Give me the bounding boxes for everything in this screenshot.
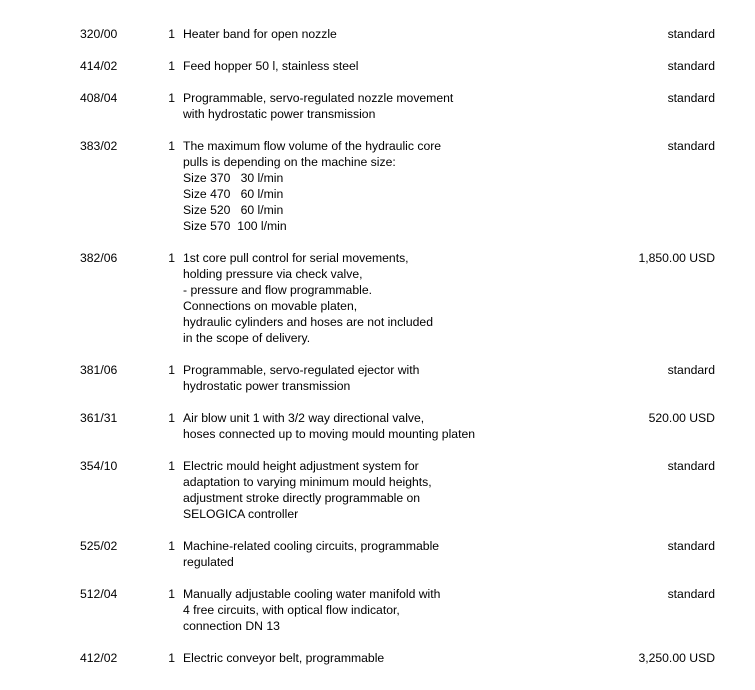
item-price: standard: [667, 539, 715, 553]
item-price: standard: [667, 27, 715, 41]
description-line: 1st core pull control for serial movements,: [183, 251, 409, 265]
item-price: standard: [667, 59, 715, 73]
description-line: pulls is depending on the machine size:: [183, 155, 396, 169]
description-line: Electric mould height adjustment system for: [183, 459, 419, 473]
item-price: standard: [667, 91, 715, 105]
item-quantity: 1: [168, 411, 175, 425]
list-item: [0, 58, 755, 74]
item-price: 1,850.00 USD: [638, 251, 715, 265]
description-line: adjustment stroke directly programmable on: [183, 491, 421, 505]
item-description: [183, 458, 583, 522]
description-line: Heater band for open nozzle: [183, 27, 337, 41]
description-line: Size 470 60 l/min: [183, 187, 284, 201]
item-quantity: 1: [168, 27, 175, 41]
description-line: The maximum flow volume of the hydraulic core: [183, 139, 442, 153]
item-quantity: 1: [168, 363, 175, 377]
description-line: 4 free circuits, with optical flow indicator,: [183, 603, 400, 617]
item-description: [183, 650, 583, 666]
list-item: [0, 362, 755, 394]
list-item: [0, 586, 755, 634]
item-code: 512/04: [80, 587, 118, 601]
item-quantity: 1: [168, 59, 175, 73]
item-code: 408/04: [80, 91, 118, 105]
item-description: [183, 138, 583, 234]
item-quantity: 1: [168, 539, 175, 553]
item-price: standard: [667, 459, 715, 473]
list-item: [0, 410, 755, 442]
item-price: 3,250.00 USD: [638, 651, 715, 665]
list-item: [0, 90, 755, 122]
description-line: Programmable, servo-regulated nozzle movement: [183, 91, 454, 105]
equipment-list: [0, 26, 755, 682]
item-price: standard: [667, 139, 715, 153]
description-line: Manually adjustable cooling water manifold with: [183, 587, 441, 601]
item-description: [183, 538, 583, 570]
description-line: Feed hopper 50 l, stainless steel: [183, 59, 359, 73]
description-line: in the scope of delivery.: [183, 331, 311, 345]
description-line: connection DN 13: [183, 619, 280, 633]
item-code: 525/02: [80, 539, 118, 553]
item-code: 354/10: [80, 459, 118, 473]
description-line: Connections on movable platen,: [183, 299, 358, 313]
description-line: SELOGICA controller: [183, 507, 299, 521]
list-item: [0, 538, 755, 570]
description-line: hydraulic cylinders and hoses are not included: [183, 315, 433, 329]
item-quantity: 1: [168, 587, 175, 601]
item-price: 520.00 USD: [648, 411, 715, 425]
item-description: [183, 362, 583, 394]
description-line: Size 570 100 l/min: [183, 219, 287, 233]
list-item: [0, 458, 755, 522]
item-code: 383/02: [80, 139, 118, 153]
item-quantity: 1: [168, 91, 175, 105]
item-code: 320/00: [80, 27, 118, 41]
item-price: standard: [667, 363, 715, 377]
description-line: Electric conveyor belt, programmable: [183, 651, 385, 665]
description-line: holding pressure via check valve,: [183, 267, 363, 281]
description-line: - pressure and flow programmable.: [183, 283, 372, 297]
description-line: regulated: [183, 555, 234, 569]
description-line: adaptation to varying minimum mould heights,: [183, 475, 432, 489]
item-quantity: 1: [168, 251, 175, 265]
item-code: 414/02: [80, 59, 118, 73]
item-description: [183, 586, 583, 634]
item-price: standard: [667, 587, 715, 601]
item-code: 412/02: [80, 651, 118, 665]
description-line: with hydrostatic power transmission: [183, 107, 376, 121]
item-description: [183, 26, 583, 42]
description-line: Size 520 60 l/min: [183, 203, 284, 217]
item-quantity: 1: [168, 651, 175, 665]
item-description: [183, 410, 583, 442]
list-item: [0, 250, 755, 346]
item-description: [183, 58, 583, 74]
description-line: Machine-related cooling circuits, programmable: [183, 539, 440, 553]
list-item: [0, 26, 755, 42]
item-description: [183, 250, 583, 346]
description-line: Size 370 30 l/min: [183, 171, 284, 185]
list-item: [0, 138, 755, 234]
description-line: hydrostatic power transmission: [183, 379, 351, 393]
item-quantity: 1: [168, 139, 175, 153]
list-item: [0, 650, 755, 666]
description-line: Programmable, servo-regulated ejector with: [183, 363, 420, 377]
item-quantity: 1: [168, 459, 175, 473]
description-line: hoses connected up to moving mould mounting platen: [183, 427, 476, 441]
item-code: 361/31: [80, 411, 118, 425]
item-description: [183, 90, 583, 122]
description-line: Air blow unit 1 with 3/2 way directional valve,: [183, 411, 425, 425]
item-code: 382/06: [80, 251, 118, 265]
item-code: 381/06: [80, 363, 118, 377]
